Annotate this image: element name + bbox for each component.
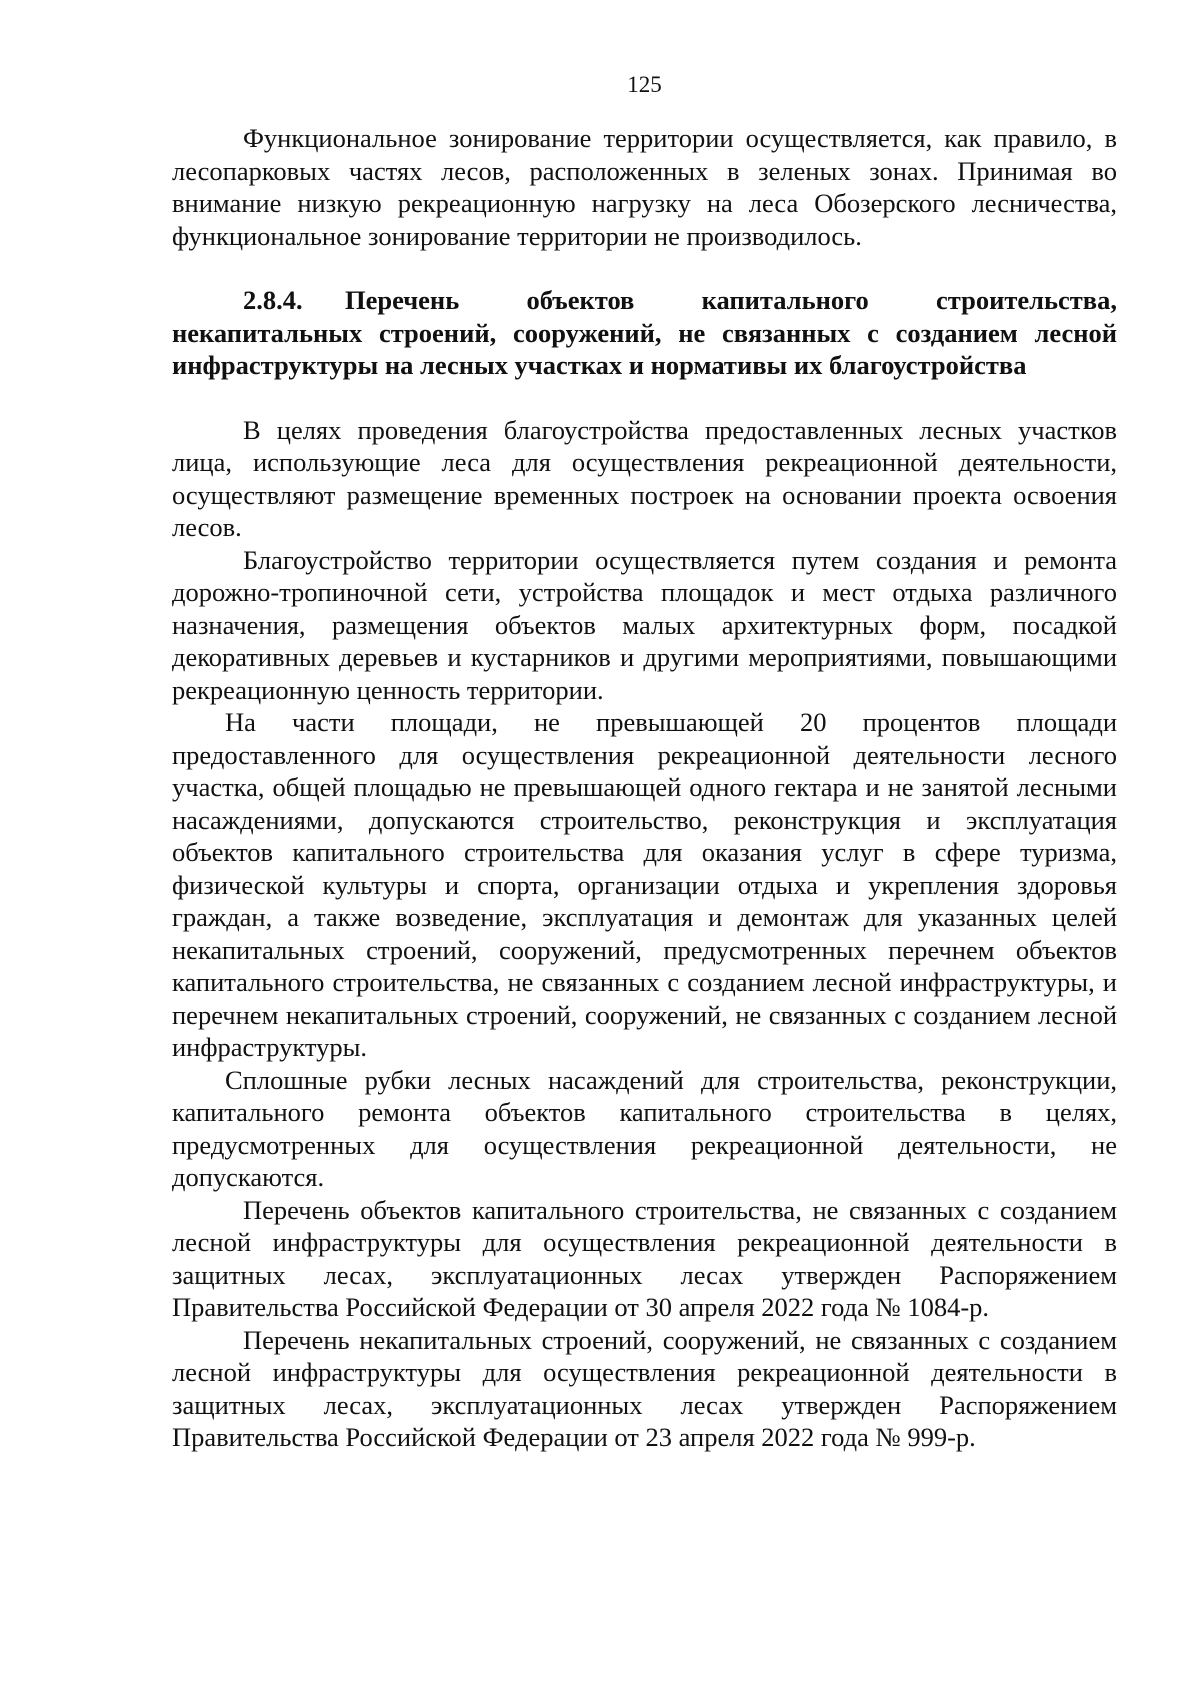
paragraph-functional-zoning: Функциональное зонирование территории осуществляется, как правило, в лесопарковых частях лесов, расположенных в зеленых зонах. Принимая во внимание низкую рекреационную нагрузку на леса Обозерского лесничества, функциональное зонирование территории не производилось. xyxy=(172,123,1117,251)
paragraph-clear-cutting: Сплошные рубки лесных насаждений для строительства, реконструкции, капитального ремонта объектов капитального строительства в целях, предусмотренных для осуществления рекреационной деятельности, не допускаются. xyxy=(172,1064,1117,1192)
paragraph-noncapital-objects-list: Перечень некапитальных строений, сооружений, не связанных с созданием лесной инфраструктуры для осуществления рекреационной деятельности в защитных лесах, эксплуатационных лесах утвержден Распоряжением Правительства Российской Федерации от 23 апреля 2022 года № 999-р. xyxy=(172,1324,1117,1452)
paragraph-landscaping-methods: Благоустройство территории осуществляется путем создания и ремонта дорожно-тропиночной сети, устройства площадок и мест отдыха различного назначения, размещения объектов малых архитектурных форм, посадкой декоративных деревьев и кустарников и другими мероприятиями, повышающими рекреационную ценность территории. xyxy=(172,544,1117,705)
document-body xyxy=(172,122,1117,1454)
section-title: Перечень объектов капитального строительства, некапитальных строений, сооружений, не связанных с созданием лесной инфраструктуры на лесных участках и нормативы их благоустройства xyxy=(172,285,1117,380)
paragraph-area-limit: На части площади, не превышающей 20 процентов площади предоставленного для осуществления рекреационной деятельности лесного участка, общей площадью не превышающей одного гектара и не занятой лесными насаждениями, допускаются строительство, реконструкция и эксплуатация объектов капитального строительства для оказания услуг в сфере туризма, физической культуры и спорта, организации отдыха и укрепления здоровья граждан, а также возведение, эксплуатация и демонтаж для указанных целей некапитальных строений, сооружений, предусмотренных перечнем объектов капитального строительства, не связанных с созданием лесной инфраструктуры, и перечнем некапитальных строений, сооружений, не связанных с созданием лесной инфраструктуры. xyxy=(172,707,1117,1062)
paragraph-capital-objects-list: Перечень объектов капитального строительства, не связанных с созданием лесной инфраструктуры для осуществления рекреационной деятельности в защитных лесах, эксплуатационных лесах утвержден Распоряжением Правительства Российской Федерации от 30 апреля 2022 года № 1084-р. xyxy=(172,1194,1117,1322)
section-heading xyxy=(172,284,1117,382)
paragraph-landscaping-purpose: В целях проведения благоустройства предоставленных лесных участков лица, использующие леса для осуществления рекреационной деятельности, осуществляют размещение временных построек на основании проекта освоения лесов. xyxy=(172,414,1117,542)
section-number: 2.8.4. xyxy=(243,285,303,315)
page-number: 125 xyxy=(627,72,662,97)
